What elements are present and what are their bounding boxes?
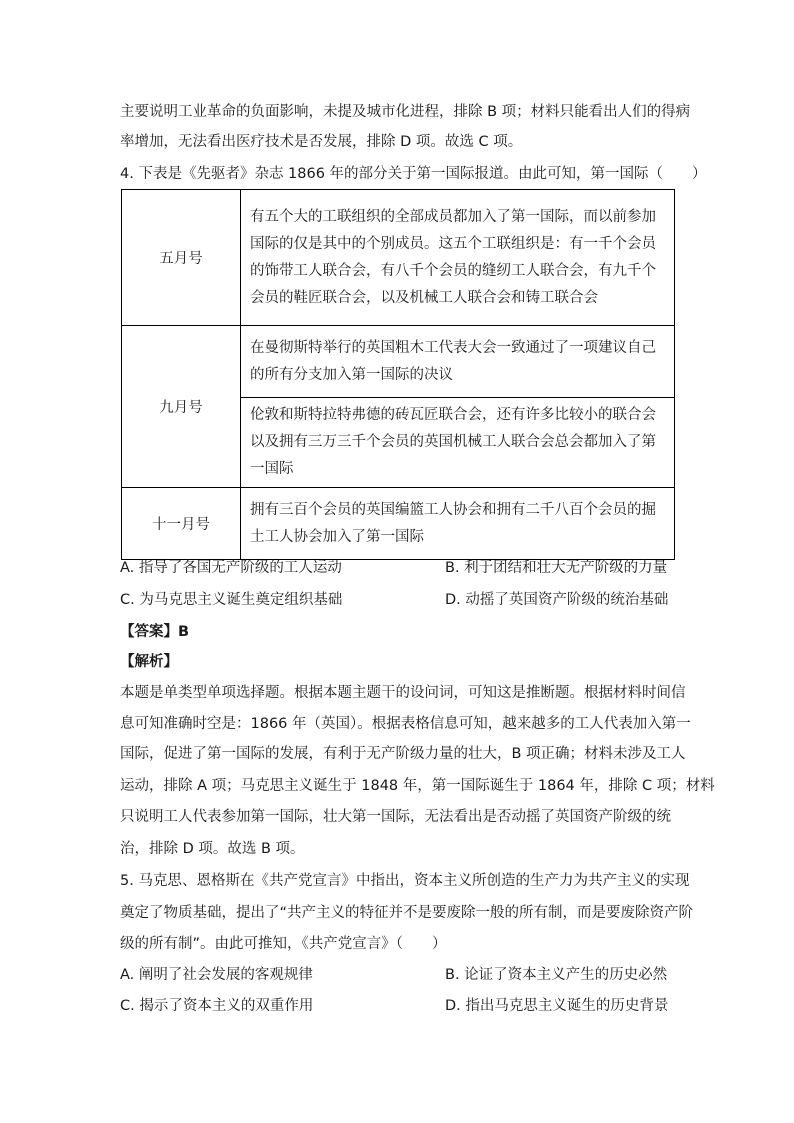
table-cell-may: 有五个大的工联组织的全部成员都加入了第一国际，而以前参加国际的仅是其中的个别成员。这五个工联组织是：有一千个会员的饰带工人联合会，有八千个会员的缝纫工人联合会，有九千个会员的鞋匠联合会，以及机械工人联合会和铸工联合会 <box>241 190 675 326</box>
q4-option-c: C. 为马克思主义诞生奠定组织基础 <box>120 592 343 608</box>
q4-option-b: B. 利于团结和壮大无产阶级的力量 <box>445 560 668 576</box>
table-month-september: 九月号 <box>122 326 241 488</box>
analysis-line: 本题是单类型单项选择题。根据本题主题干的设问词，可知这是推断题。根据材料时间信 <box>120 685 686 701</box>
q5-option-d: D. 指出马克思主义诞生的历史背景 <box>445 998 669 1014</box>
q5-stem-line: 奠定了物质基础，提出了“共产主义的特征并不是要废除一般的所有制，而是要废除资产阶 <box>120 905 694 921</box>
q5-stem-line: 级的所有制”。由此可推知，《共产党宣言》（ ） <box>120 936 447 952</box>
analysis-line: 只说明工人代表参加第一国际，壮大第一国际，无法看出是否动摇了英国资产阶级的统 <box>120 809 671 825</box>
table-cell-november: 拥有三百个会员的英国编篮工人协会和拥有二千八百个会员的掘土工人协会加入了第一国际 <box>241 488 675 560</box>
table-cell-september-2: 伦敦和斯特拉特弗德的砖瓦匠联合会，还有许多比较小的联合会以及拥有三万三千个会员的英国机械工人联合会总会都加入了第一国际 <box>241 398 675 488</box>
q5-option-a: A. 阐明了社会发展的客观规律 <box>120 967 313 983</box>
q4-option-d: D. 动摇了英国资产阶级的统治基础 <box>445 592 669 608</box>
analysis-line: 息可知准确时空是：1866 年（英国）。根据表格信息可知，越来越多的工人代表加入第一 <box>120 716 691 732</box>
intro-line-1: 主要说明工业革命的负面影响，未提及城市化进程，排除 B 项；材料只能看出人们的得病 <box>120 104 691 120</box>
q4-analysis-title: 【解析】 <box>120 654 178 670</box>
q5-stem-line: 5. 马克思、恩格斯在《共产党宣言》中指出，资本主义所创造的生产力为共产主义的实现 <box>120 873 690 889</box>
q5-option-b: B. 论证了资本主义产生的历史必然 <box>445 967 668 983</box>
q4-stem: 4. 下表是《先驱者》杂志 1866 年的部分关于第一国际报道。由此可知，第一国际（ ） <box>120 166 707 182</box>
q4-table <box>121 189 675 560</box>
q4-option-a: A. 指导了各国无产阶级的工人运动 <box>120 560 342 576</box>
q5-option-c: C. 揭示了资本主义的双重作用 <box>120 998 314 1014</box>
analysis-line: 运动，排除 A 项；马克思主义诞生于 1848 年，第一国际诞生于 1864 年，排除 C 项；材料 <box>120 778 715 794</box>
analysis-line: 国际，促进了第一国际的发展，有利于无产阶级力量的壮大，B 项正确；材料未涉及工人 <box>120 746 686 762</box>
q4-answer: 【答案】B <box>120 624 190 640</box>
analysis-line: 治，排除 D 项。故选 B 项。 <box>120 841 305 857</box>
table-month-may: 五月号 <box>122 190 241 326</box>
table-month-november: 十一月号 <box>122 488 241 560</box>
intro-line-2: 率增加，无法看出医疗技术是否发展，排除 D 项。故选 C 项。 <box>120 134 523 150</box>
table-cell-september-1: 在曼彻斯特举行的英国粗木工代表大会一致通过了一项建议自己的所有分支加入第一国际的决议 <box>241 326 675 398</box>
